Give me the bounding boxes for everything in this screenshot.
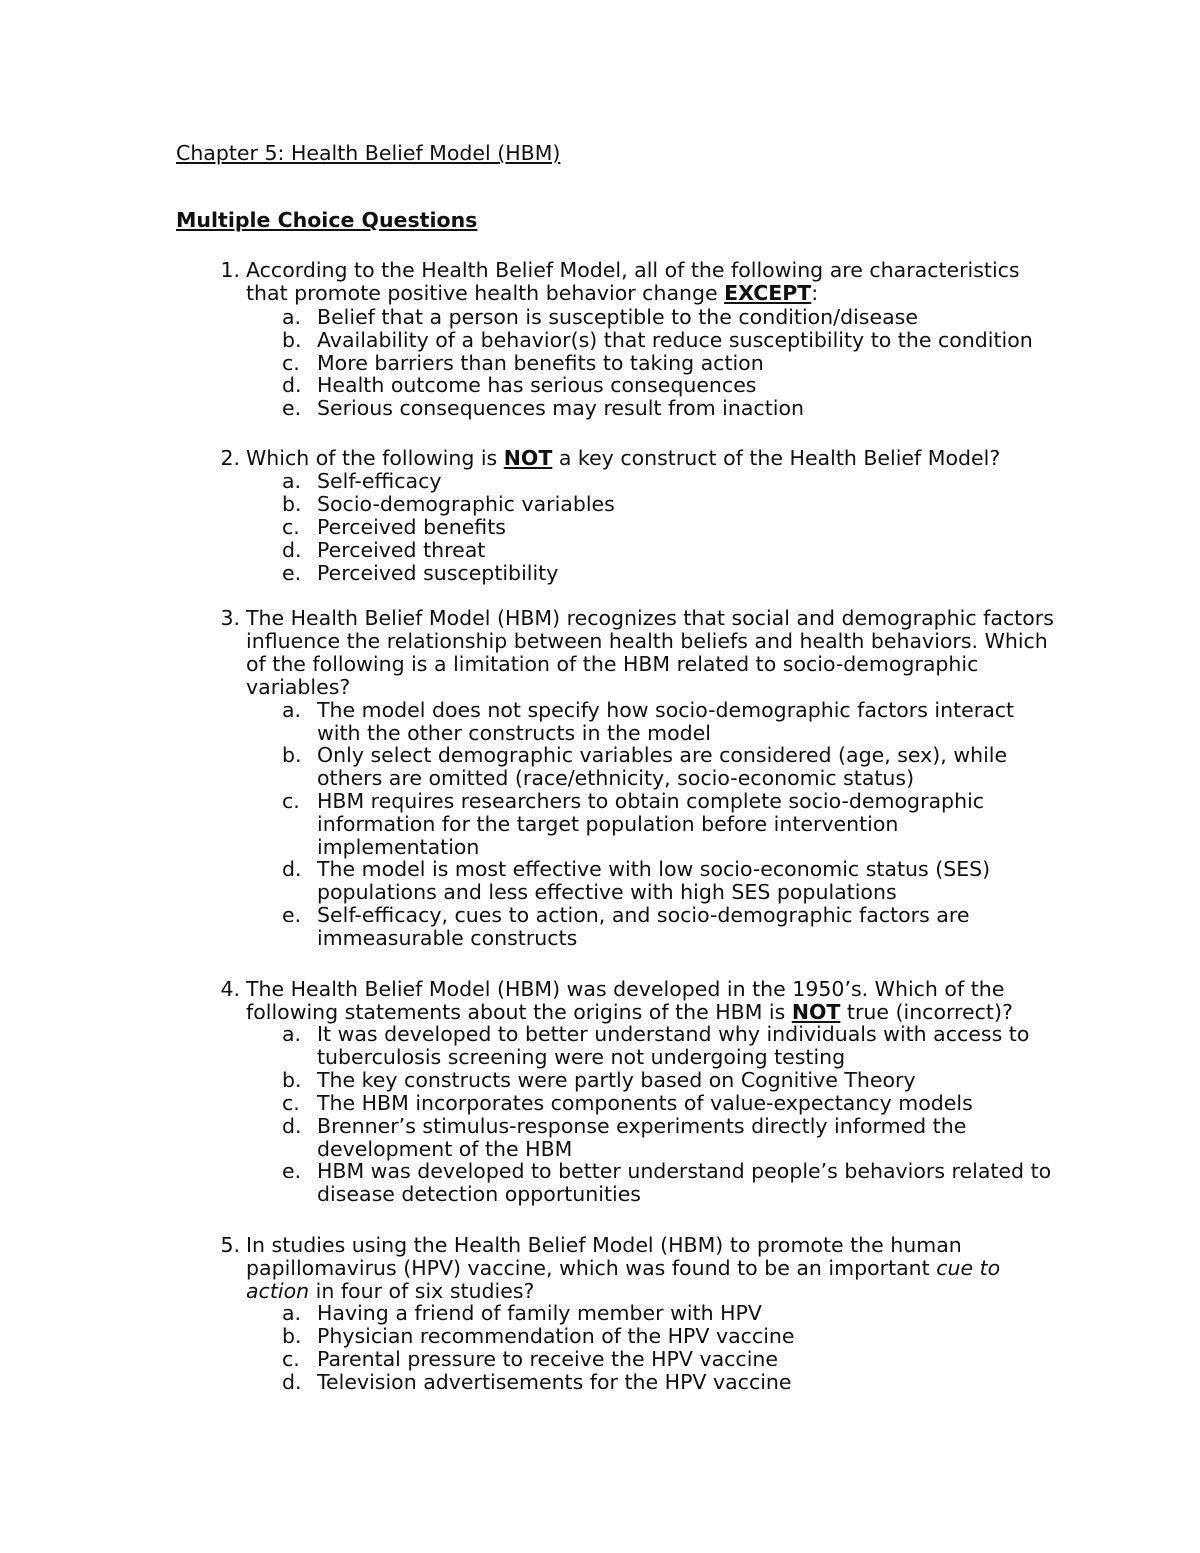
option-b [317,1069,1037,1092]
option-b [317,1325,1037,1348]
question-text [246,606,1054,699]
option-letter: e. [282,903,302,927]
italic-action: action [246,1279,310,1303]
option-text: The model does not specify how socio-demographic factors interact [317,698,1015,722]
option-letter: a. [282,1022,302,1046]
option-letter: a. [282,1301,302,1325]
emphasis-not: NOT [791,1000,841,1024]
question-number: 2. [220,446,240,470]
option-c [317,516,1037,539]
option-c [317,352,1037,375]
option-text: information for the target population before intervention [317,812,899,836]
question-text-line [246,447,1036,470]
option-letter: b. [282,1324,302,1348]
option-letter: a. [282,698,302,722]
option-e [317,1159,1052,1206]
question-text-line [246,1280,1036,1303]
option-a [317,1023,1037,1069]
question-text-line: According to the Health Belief Model, all of the following are characteristics [246,258,1020,282]
option-letter: c. [282,515,300,539]
option-e [317,397,1037,420]
question-text-segment: that promote positive health behavior change [246,281,725,305]
italic-cue-to: cue to [936,1256,1001,1280]
option-a [317,306,1037,329]
question-text-segment: a key construct of the Health Belief Model? [552,446,1001,470]
option-letter: b. [282,743,302,767]
option-d [317,1371,1037,1394]
option-text: Only select demographic variables are considered (age, sex), while [317,743,1008,767]
option-letter: a. [282,305,302,329]
option-text: immeasurable constructs [317,926,578,950]
option-d [317,1115,1037,1161]
question-text-line: influence the relationship between health beliefs and health behaviors. Which [246,629,1048,653]
section-title: Multiple Choice Questions [176,208,478,232]
option-d [317,858,1037,904]
option-e [317,904,1037,950]
option-text: Parental pressure to receive the HPV vaccine [317,1347,778,1371]
option-text: Self-efficacy, cues to action, and socio-demographic factors are [317,903,970,927]
option-d [317,539,1037,562]
emphasis-except: EXCEPT [724,281,812,305]
question-text [246,447,1036,470]
option-b [317,744,1037,790]
option-letter: d. [282,1114,302,1138]
option-a [317,1302,1037,1325]
option-text: Belief that a person is susceptible to the condition/disease [317,305,918,329]
option-b [317,329,1037,352]
option-text: Brenner’s stimulus-response experiments directly informed the [317,1114,967,1138]
option-text: HBM was developed to better understand people’s behaviors related to [317,1159,1052,1183]
emphasis-not: NOT [503,446,553,470]
question-text-line [246,282,1036,305]
option-text: Availability of a behavior(s) that reduce susceptibility to the condition [317,328,1033,352]
question-number: 3. [220,606,240,630]
option-text: Television advertisements for the HPV vaccine [317,1370,792,1394]
option-letter: e. [282,396,302,420]
option-text: implementation [317,835,480,859]
option-text: Perceived threat [317,538,486,562]
option-letter: c. [282,351,300,375]
option-text: Self-efficacy [317,469,442,493]
option-letter: d. [282,538,302,562]
question-text-line: In studies using the Health Belief Model (HBM) to promote the human [246,1233,962,1257]
option-c [317,790,1037,859]
option-letter: d. [282,373,302,397]
question-text-line [246,1001,1036,1024]
question-text-segment: true (incorrect)? [840,1000,1013,1024]
option-text: It was developed to better understand why individuals with access to [317,1022,1030,1046]
option-a [317,470,1037,493]
option-letter: d. [282,1370,302,1394]
option-text: with the other constructs in the model [317,721,711,745]
option-text: More barriers than benefits to taking action [317,351,764,375]
option-text: Socio-demographic variables [317,492,615,516]
option-text: Perceived benefits [317,515,506,539]
question-text-segment: following statements about the origins of the HBM is [246,1000,792,1024]
option-c [317,1092,1037,1115]
option-letter: d. [282,857,302,881]
option-text: Perceived susceptibility [317,561,559,585]
chapter-title: Chapter 5: Health Belief Model (HBM) [176,141,561,165]
option-letter: b. [282,328,302,352]
question-number: 1. [220,258,240,282]
option-letter: a. [282,469,302,493]
option-letter: c. [282,1347,300,1371]
question-text-line: of the following is a limitation of the HBM related to socio-demographic [246,652,979,676]
question-text [246,1234,1036,1303]
question-text-line: The Health Belief Model (HBM) recognizes that social and demographic factors [246,606,1054,630]
question-text [246,978,1036,1024]
option-letter: b. [282,1068,302,1092]
option-letter: c. [282,1091,300,1115]
option-text: others are omitted (race/ethnicity, socio-economic status) [317,766,915,790]
option-letter: b. [282,492,302,516]
option-letter: c. [282,789,300,813]
option-e [317,562,1037,585]
option-b [317,493,1037,516]
option-text: HBM requires researchers to obtain complete socio-demographic [317,789,985,813]
option-text: development of the HBM [317,1137,573,1161]
option-d [317,374,1037,397]
option-letter: e. [282,561,302,585]
option-text: The HBM incorporates components of value-expectancy models [317,1091,973,1115]
option-text: populations and less effective with high SES populations [317,880,897,904]
question-number: 5. [220,1233,240,1257]
option-c [317,1348,1037,1371]
question-text-segment: : [811,281,819,305]
question-text-line: variables? [246,675,351,699]
option-a [317,699,1037,745]
question-text [246,259,1036,305]
question-text-segment: in four of six studies? [309,1279,535,1303]
option-text: The model is most effective with low socio-economic status (SES) [317,857,991,881]
option-text: disease detection opportunities [317,1182,641,1206]
option-letter: e. [282,1159,302,1183]
option-text: Having a friend of family member with HPV [317,1301,762,1325]
question-text-line: The Health Belief Model (HBM) was developed in the 1950’s. Which of the [246,977,1005,1001]
question-text-line [246,1257,1036,1280]
question-number: 4. [220,977,240,1001]
option-text: The key constructs were partly based on Cognitive Theory [317,1068,916,1092]
question-text-segment: Which of the following is [246,446,504,470]
option-text: Serious consequences may result from inaction [317,396,804,420]
option-text: Health outcome has serious consequences [317,373,757,397]
option-text: Physician recommendation of the HPV vaccine [317,1324,795,1348]
question-text-segment: papillomavirus (HPV) vaccine, which was found to be an important [246,1256,937,1280]
option-text: tuberculosis screening were not undergoing testing [317,1045,846,1069]
